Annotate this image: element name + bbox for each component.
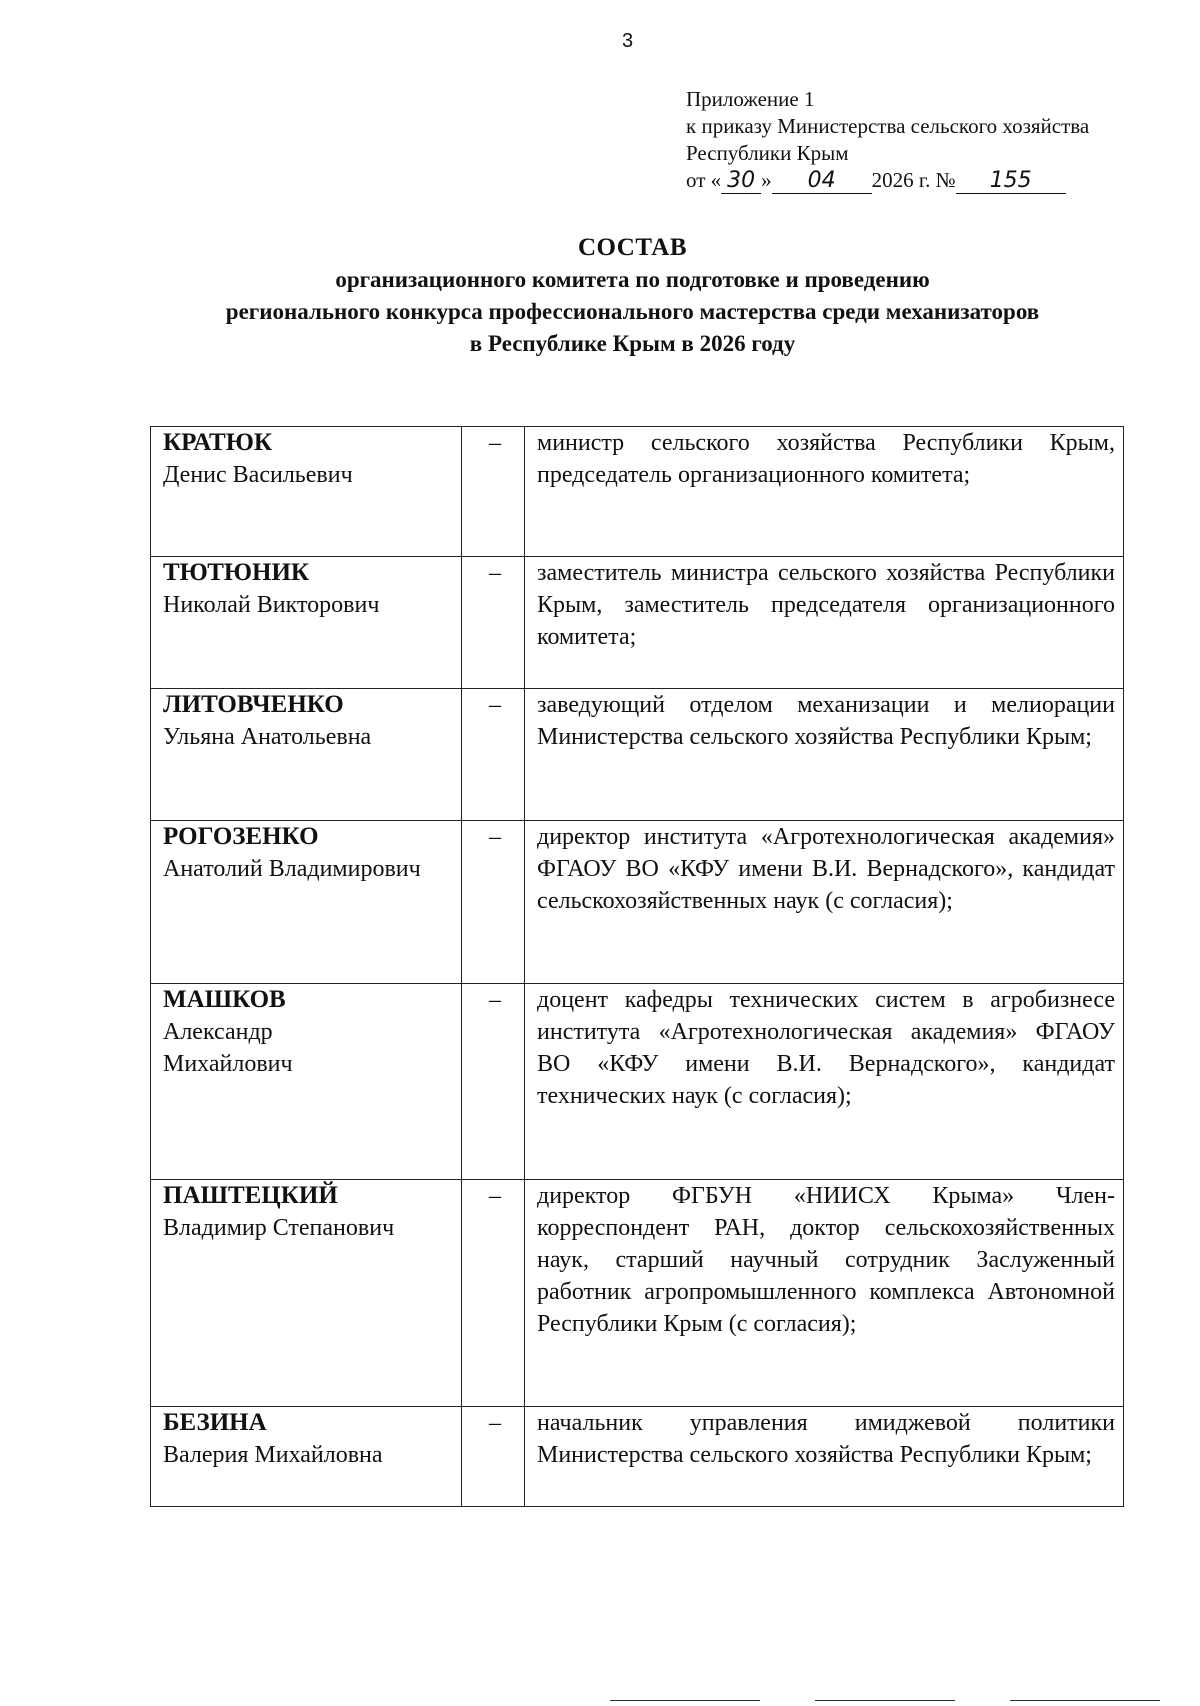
title-line-4: в Республике Крым в 2026 году	[469, 331, 796, 356]
appendix-header	[686, 86, 1089, 194]
member-name-cell	[151, 984, 462, 1180]
member-surname: БЕЗИНА	[163, 1409, 267, 1436]
dash-cell: –	[462, 1180, 525, 1407]
table-row	[151, 689, 1124, 821]
table-row	[151, 1407, 1124, 1507]
member-name-cell	[151, 1407, 462, 1507]
member-role: директор института «Агротехнологическая академия» ФГАОУ ВО «КФУ имени В.И. Вернадского», кандидат сельскохозяйственных наук (с согласия);	[525, 821, 1124, 984]
table-row	[151, 557, 1124, 689]
member-given-name: Ульяна Анатольевна	[163, 724, 372, 750]
member-role: доцент кафедры технических систем в агробизнесе института «Агротехнологическая академия» ФГАОУ ВО «КФУ имени В.И. Вернадского», кандидат технических наук (с согласия);	[525, 984, 1124, 1180]
appendix-date-line	[686, 167, 1089, 194]
member-name-cell	[151, 689, 462, 821]
title-main: СОСТАВ	[577, 234, 688, 261]
footer-divider	[815, 1700, 955, 1701]
member-role: директор ФГБУН «НИИСХ Крыма» Член-корреспондент РАН, доктор сельскохозяйственных наук, старший научный сотрудник Заслуженный работник агропромышленного комплекса Автономной Республики Крым (с согласия);	[525, 1180, 1124, 1407]
dash-cell: –	[462, 1407, 525, 1507]
member-surname: КРАТЮК	[163, 429, 273, 456]
member-given-name: Валерия Михайловна	[163, 1442, 383, 1468]
member-given-name: Анатолий Владимирович	[163, 856, 421, 882]
handwritten-day: 30	[721, 169, 761, 194]
member-given-name: Николай Викторович	[163, 592, 380, 618]
date-mid: »	[761, 168, 772, 192]
member-role: министр сельского хозяйства Республики Крым, председатель организационного комитета;	[525, 427, 1124, 557]
member-given-name: Александр Михайлович	[163, 1019, 293, 1077]
member-given-name: Денис Васильевич	[163, 462, 353, 488]
member-role: заведующий отделом механизации и мелиорации Министерства сельского хозяйства Республики Крым;	[525, 689, 1124, 821]
member-surname: ТЮТЮНИК	[163, 559, 310, 586]
member-name-cell	[151, 1180, 462, 1407]
table-row	[151, 1180, 1124, 1407]
dash-cell: –	[462, 557, 525, 689]
page-number: 3	[622, 30, 634, 52]
document-title	[0, 232, 1200, 360]
member-given-name: Владимир Степанович	[163, 1215, 395, 1241]
dash-cell: –	[462, 427, 525, 557]
member-role: заместитель министра сельского хозяйства Республики Крым, заместитель председателя организационного комитета;	[525, 557, 1124, 689]
committee-roster-table	[150, 426, 1124, 1507]
table-row	[151, 821, 1124, 984]
member-surname: РОГОЗЕНКО	[163, 823, 319, 850]
handwritten-order-number: 155	[956, 169, 1066, 194]
footer-divider	[610, 1700, 760, 1701]
member-surname: МАШКОВ	[163, 986, 286, 1013]
footer-divider	[1010, 1700, 1160, 1701]
table-row	[151, 427, 1124, 557]
member-surname: ЛИТОВЧЕНКО	[163, 691, 344, 718]
table-row	[151, 984, 1124, 1180]
dash-cell: –	[462, 984, 525, 1180]
dash-cell: –	[462, 689, 525, 821]
dash-cell: –	[462, 821, 525, 984]
title-line-3: регионального конкурса профессионального мастерства среди механизаторов	[225, 299, 1040, 324]
appendix-line-3: Республики Крым	[686, 141, 849, 165]
member-role: начальник управления имиджевой политики Министерства сельского хозяйства Республики Крым;	[525, 1407, 1124, 1507]
appendix-line-2: к приказу Министерства сельского хозяйства	[686, 114, 1090, 138]
handwritten-month: 04	[772, 169, 872, 194]
title-line-2: организационного комитета по подготовке и проведению	[335, 267, 930, 292]
date-year: 2026 г. №	[871, 168, 956, 192]
member-name-cell	[151, 821, 462, 984]
date-prefix: от «	[686, 168, 722, 192]
member-surname: ПАШТЕЦКИЙ	[163, 1182, 338, 1209]
member-name-cell	[151, 557, 462, 689]
appendix-line-1: Приложение 1	[686, 87, 815, 111]
member-name-cell	[151, 427, 462, 557]
